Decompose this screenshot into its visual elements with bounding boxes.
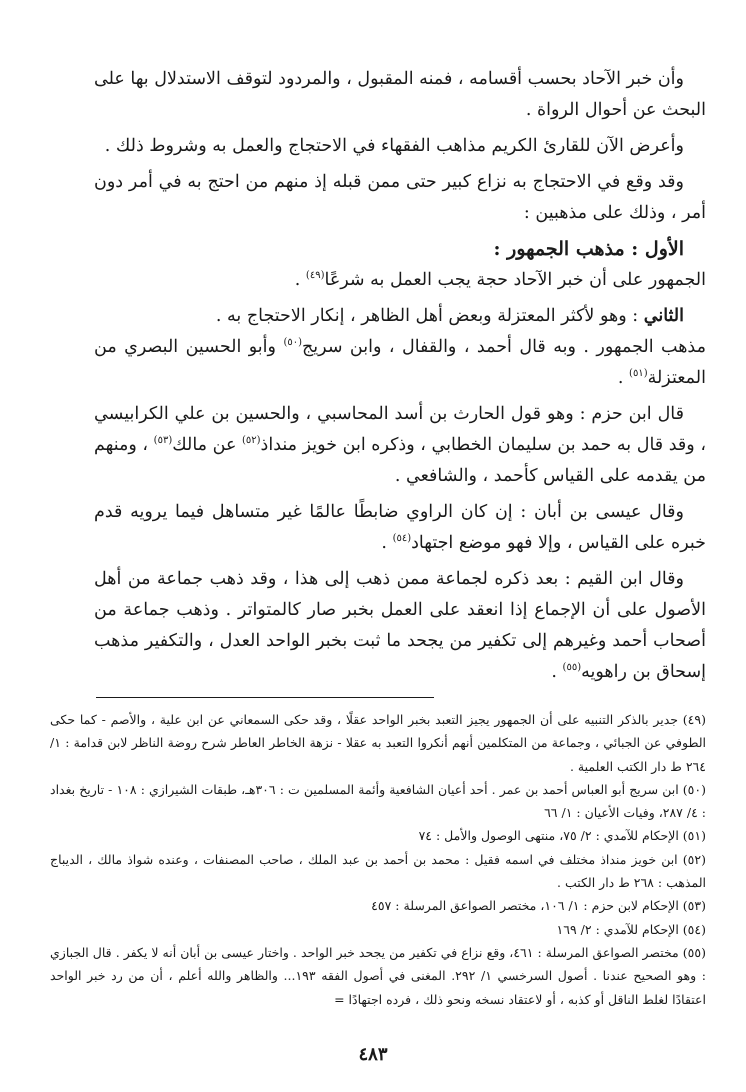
paragraph-4-end: .	[294, 270, 306, 290]
second-school-text: : وهو لأكثر المعتزلة وبعض أهل الظاهر ، إنكار الاحتجاج به .	[215, 306, 644, 326]
paragraph-4-text: الجمهور على أن خبر الآحاد حجة يجب العمل به شرعًا	[324, 270, 706, 290]
footnotes	[50, 708, 706, 1011]
page-number: ٤٨٣	[358, 1044, 388, 1065]
footnote-55: (٥٥) مختصر الصواعق المرسلة : ٤٦١، وقع نزاع في تكفير من يجحد خبر الواحد . واختار عيسى بن أبان أنه لا يكفر . قال الجبازي : وهو الصحيح عندنا . أصول السرخسي ١/ ٢٩٢. المغنى في أصول الفقه ١٩٣... والظاهر والله أعلم ، أن من رد خبر الواحد اعتقادًا لغلط الناقل أو كذبه ، أو لاعتقاد نسخه ونحو ذلك ، فرده اجتهادًا =	[50, 944, 706, 1007]
paragraph-5-end: .	[617, 368, 630, 388]
paragraph-8-end: .	[551, 662, 563, 682]
paragraph-7-text: وقال عيسى بن أبان : إن كان الراوي ضابطًا عالمًا غير متساهل فيما يرويه قدم خبره على القياس ، وإلا فهو موضع اجتهاد	[94, 502, 706, 553]
paragraph-1: وأن خبر الآحاد بحسب أقسامه ، فمنه المقبول ، والمردود لتوقف الاستدلال بها على البحث عن أحوال الرواة .	[94, 69, 706, 120]
second-school	[94, 301, 706, 332]
paragraph-7-end: .	[381, 533, 393, 553]
footnote-54: (٥٤) الإحكام للآمدي : ٢/ ١٦٩	[556, 921, 706, 937]
paragraph-8-text: وقال ابن القيم : بعد ذكره لجماعة ممن ذهب إلى هذا ، وقد ذهب جماعة من أهل الأصول على أن الإجماع إذا انعقد على العمل بخبر صار كالمتواتر . وذهب جماعة من أصحاب أحمد وغيرهم إلى تكفير من يجحد ما ثبت بخبر الواحد العدل ، والتكفير مذهب إسحاق بن راهويه	[94, 569, 706, 682]
paragraph-6-text-a: قال ابن حزم : وهو قول الحارث بن أسد المحاسبي ، والحسين بن علي الكرابيسي ، وقد قال به حمد بن سليمان الخطابي ، وذكره ابن خويز منداذ	[94, 404, 706, 455]
paragraph-2: وأعرض الآن للقارئ الكريم مذاهب الفقهاء في الاحتجاج والعمل به وشروط ذلك .	[104, 136, 684, 156]
footnote-ref-49: (٤٩)	[305, 270, 325, 282]
paragraph-3: وقد وقع في الاحتجاج به نزاع كبير حتى ممن قبله إذ منهم من احتج به في أمر دون أمر ، وذلك على مذهبين :	[94, 172, 706, 223]
footnote-divider	[96, 697, 434, 698]
footnote-ref-52: (٥٢)	[241, 435, 261, 447]
paragraph-6	[94, 399, 706, 492]
footnote-ref-55: (٥٥)	[562, 662, 582, 674]
footnote-51: (٥١) الإحكام للآمدي : ٢/ ٧٥، منتهى الوصول والأمل : ٧٤	[418, 828, 706, 844]
footnote-ref-53: (٥٣)	[153, 435, 173, 447]
main-text	[94, 64, 706, 688]
paragraph-6-text-c: ، ومنهم من يقدمه على القياس كأحمد ، والشافعي .	[94, 435, 706, 486]
footnote-50: (٥٠) ابن سريج أبو العباس أحمد بن عمر . أحد أعيان الشافعية وأئمة المسلمين ت : ٣٠٦هـ، طبقات الشيرازي : ١٠٨ - تاريخ بغداد : ٤/ ٢٨٧، وفيات الأعيان : ١/ ٦٦	[50, 781, 706, 821]
paragraph-4	[94, 265, 706, 296]
first-school-heading: الأول : مذهب الجمهور :	[493, 238, 684, 260]
footnote-53: (٥٣) الإحكام لابن حزم : ١/ ١٠٦، مختصر الصواعق المرسلة : ٤٥٧	[371, 898, 706, 914]
footnote-49: (٤٩) جدير بالذكر التنبيه على أن الجمهور يجيز التعبد بخبر الواحد عقلًا ، وقد حكى السمعاني عن ابن علية ، والأصم - كما حكى الطوفي عن الجبائي ، وجماعة من المتكلمين أنهم أنكروا التعبد به عقلا - نزهة الخاطر العاطر شرح روضة الناظر لابن قدامة : ١/ ٢٦٤ ط دار الكتب العلمية .	[50, 712, 706, 774]
paragraph-5-text-a: مذهب الجمهور . وبه قال أحمد ، والقفال ، وابن سريج	[302, 337, 706, 357]
footnote-ref-54: (٥٤)	[392, 533, 412, 545]
paragraph-7	[94, 497, 706, 559]
footnote-ref-50: (٥٠)	[283, 337, 302, 349]
paragraph-6-text-b: عن مالك	[172, 435, 242, 455]
footnote-52: (٥٢) ابن خويز منداذ مختلف في اسمه فقيل : محمد بن أحمد بن عبد الملك ، صاحب المصنفات ، وعنده شواذ مالك ، الديباج المذهب : ٢٦٨ ط دار الكتب .	[50, 851, 706, 891]
paragraph-5	[94, 332, 706, 394]
paragraph-5-text-b: وأبو الحسين البصري من المعتزلة	[94, 337, 706, 388]
paragraph-8	[94, 564, 706, 688]
second-school-label: الثاني	[643, 306, 684, 326]
footnote-ref-51: (٥١)	[629, 368, 648, 380]
